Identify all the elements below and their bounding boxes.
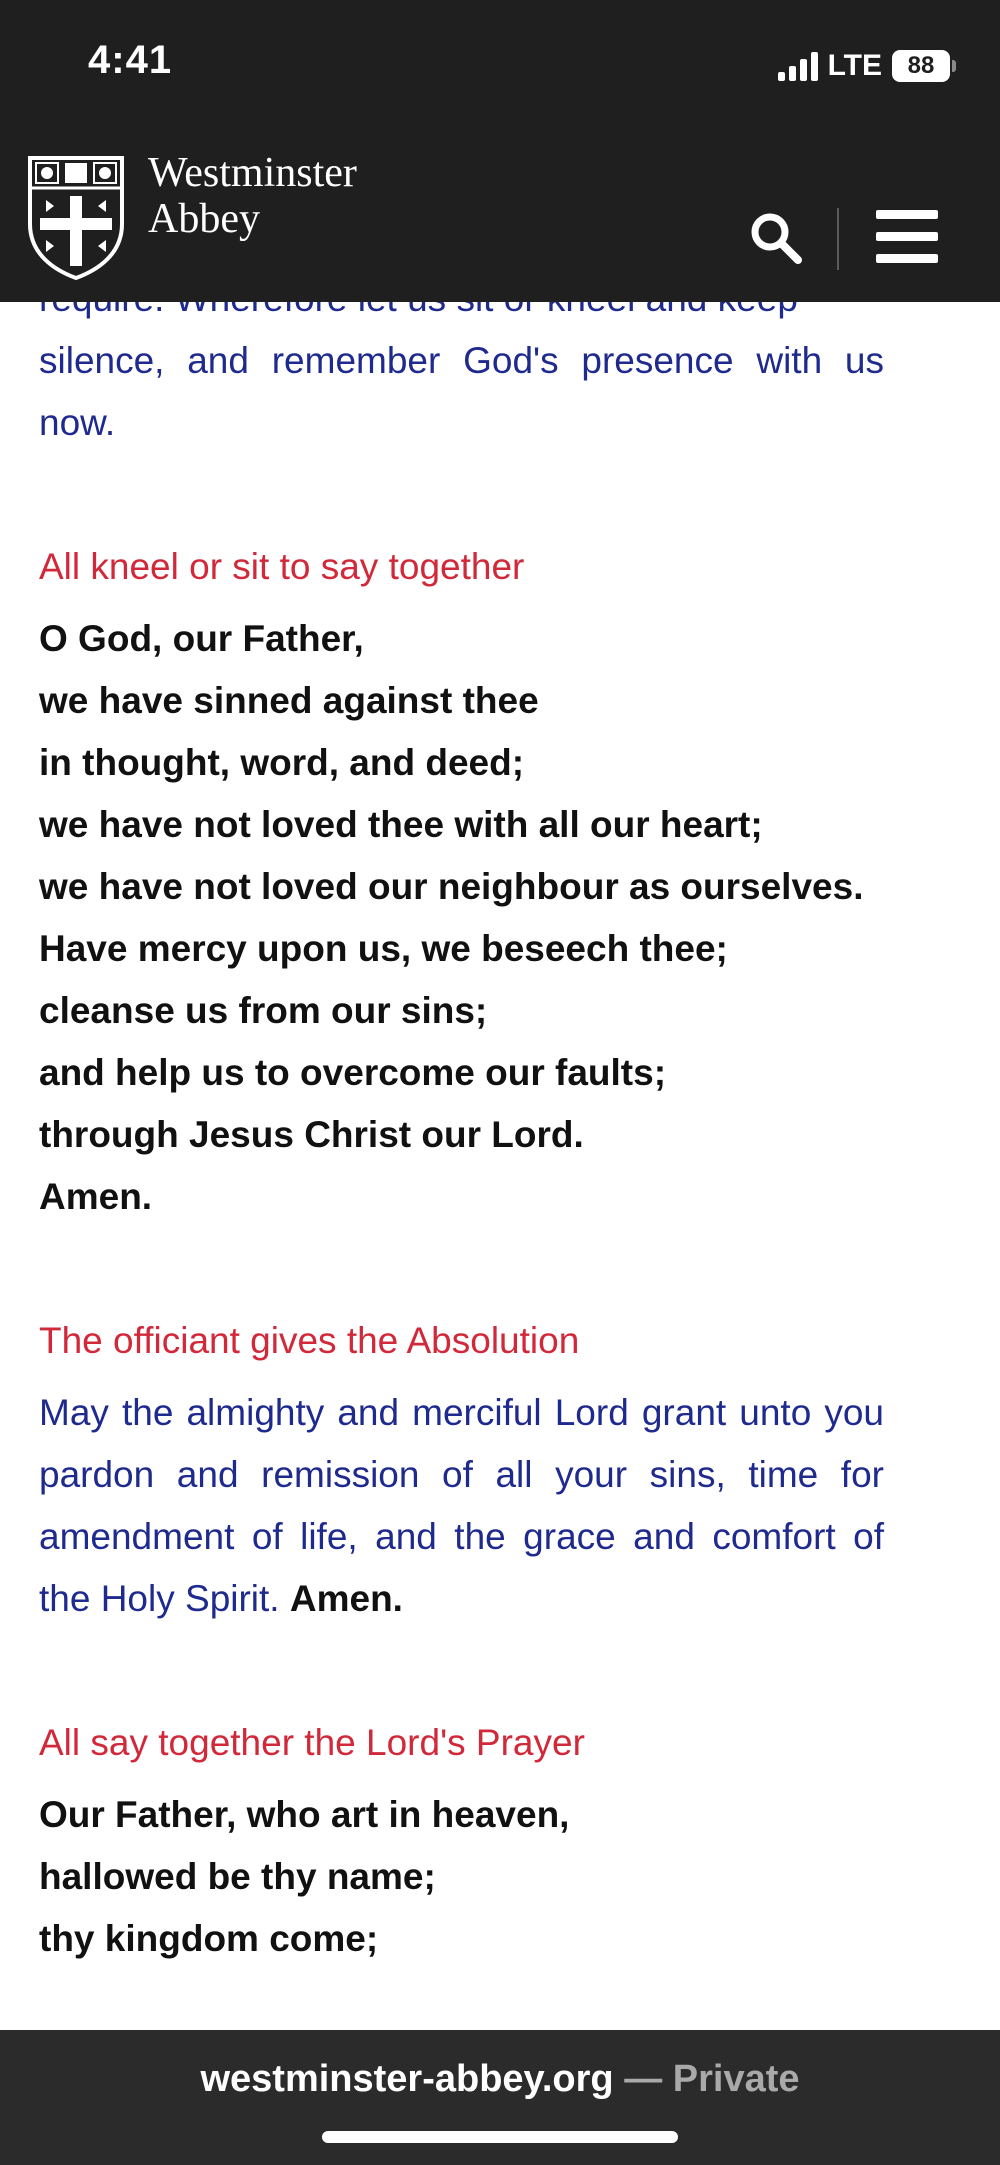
abbey-shield-logo-icon[interactable]: [26, 154, 126, 280]
network-type: LTE: [827, 49, 882, 82]
logo-line-westminster: Westminster: [148, 150, 357, 196]
status-indicators: [778, 46, 956, 86]
header-divider: [837, 208, 839, 270]
service-text: [39, 268, 884, 1970]
prayer-line: we have not loved our neighbour as ourselves.: [39, 866, 864, 907]
site-logo-text[interactable]: [148, 150, 357, 242]
logo-line-abbey: Abbey: [148, 196, 260, 242]
prayer-line: through Jesus Christ our Lord.: [39, 1114, 584, 1155]
prayer-line: Amen.: [39, 1176, 153, 1217]
confession-prayer: [39, 608, 884, 1228]
url-domain: westminster-abbey.org: [200, 2058, 614, 2100]
status-bar: [0, 0, 1000, 122]
battery-icon: [892, 50, 950, 82]
hamburger-menu-icon[interactable]: [876, 210, 938, 264]
absolution-amen: Amen.: [289, 1578, 403, 1619]
search-icon: [748, 210, 804, 266]
prayer-line: hallowed be thy name;: [39, 1856, 436, 1897]
prayer-line: and help us to overcome our faults;: [39, 1052, 667, 1093]
battery-tip: [952, 60, 956, 72]
search-button[interactable]: [748, 210, 804, 266]
status-time: 4:41: [88, 38, 173, 82]
absolution-text: [39, 1382, 884, 1630]
prayer-line: Have mercy upon us, we beseech thee;: [39, 928, 728, 969]
intro-text: silence, and remember God's presence with us now.: [39, 340, 884, 443]
home-indicator[interactable]: [322, 2131, 678, 2143]
prayer-line: in thought, word, and deed;: [39, 742, 525, 783]
prayer-line: thy kingdom come;: [39, 1918, 379, 1959]
prayer-line: we have not loved thee with all our heart;: [39, 804, 763, 845]
rubric-absolution: The officiant gives the Absolution: [39, 1320, 580, 1361]
prayer-line: Our Father, who art in heaven,: [39, 1794, 570, 1835]
cellular-signal-icon: [778, 51, 818, 81]
browser-address-bar[interactable]: [0, 2030, 1000, 2165]
url-label[interactable]: [0, 2058, 1000, 2101]
prayer-line: O God, our Father,: [39, 618, 364, 659]
prayer-line: cleanse us from our sins;: [39, 990, 488, 1031]
site-header: [0, 122, 1000, 302]
prayer-line: we have sinned against thee: [39, 680, 539, 721]
private-mode-label: Private: [672, 2058, 800, 2100]
url-separator: —: [624, 2058, 663, 2100]
absolution-body: May the almighty and merciful Lord grant unto you pardon and remission of all your sins, time for amendment of life, and the grace and comfort of the Holy Spirit.: [39, 1392, 884, 1619]
battery-level: 88: [907, 52, 935, 79]
rubric-lords-prayer: All say together the Lord's Prayer: [39, 1722, 585, 1763]
lords-prayer: [39, 1784, 884, 1970]
rubric-confession: All kneel or sit to say together: [39, 546, 525, 587]
